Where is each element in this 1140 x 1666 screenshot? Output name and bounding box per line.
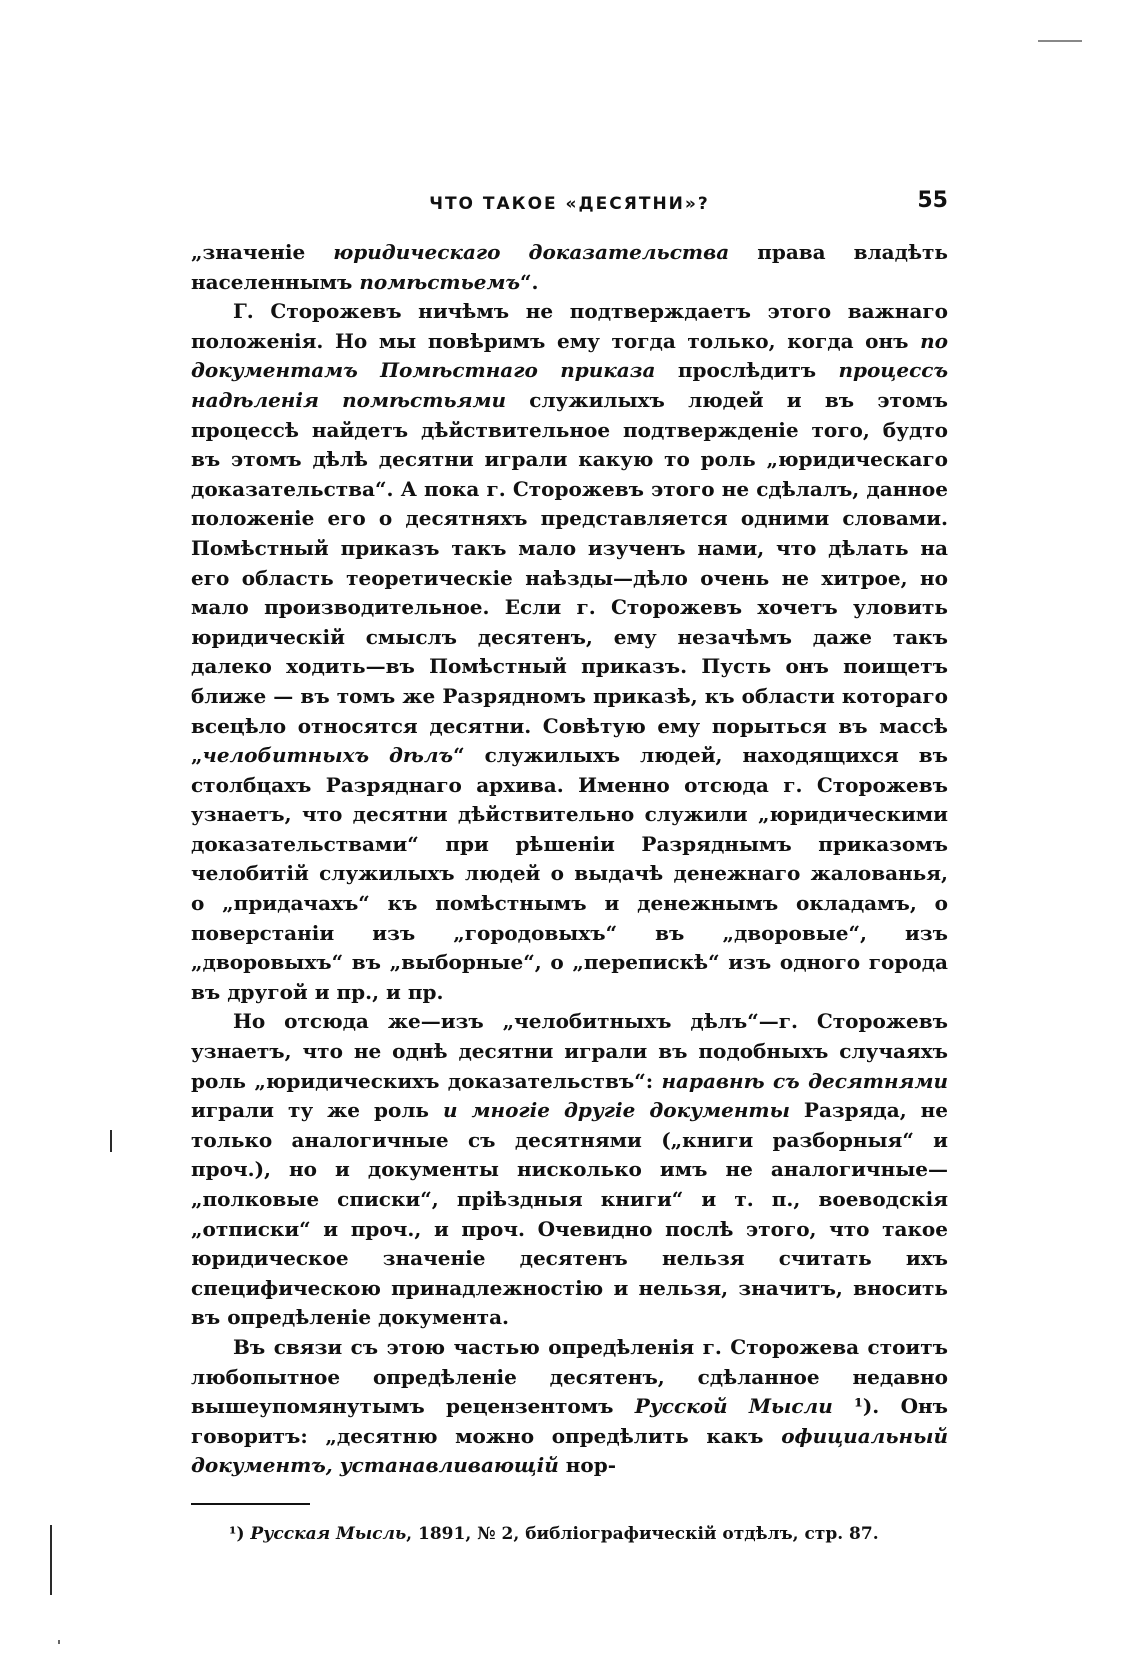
running-title: ЧТО ТАКОЕ «ДЕСЯТНИ»?: [429, 194, 710, 214]
italic-text: и многіе другіе документы: [442, 1098, 790, 1123]
footnote-divider: [191, 1503, 310, 1505]
paragraph: [191, 238, 948, 297]
footnote: [191, 1523, 948, 1545]
text-run: Разряда, не только аналогичные съ десятнями („книги разборныя“ и проч.), но и документы нисколько имъ не аналогичные—„полковые списки“, пріѣздныя книги“ и т. п., воеводскія „отписки“ и проч., и проч. Очевидно послѣ этого, что такое юридическое значеніе десятенъ нельзя считать ихъ специфическою принадлежностію и нельзя, значитъ, вносить въ опредѣленіе документа.: [191, 1098, 949, 1330]
italic-text: Русской Мысли: [634, 1394, 833, 1419]
paragraph: [191, 1333, 948, 1481]
italic-text: челобитныхъ дѣлъ: [202, 743, 454, 768]
page-header: [191, 188, 948, 218]
body-text: [191, 238, 948, 1481]
text-run: „значеніе: [191, 240, 334, 264]
paragraph: [191, 297, 948, 1007]
italic-text: наравнѣ съ десятнями: [661, 1068, 949, 1093]
text-run: “.: [520, 269, 539, 294]
text-run: права владѣть населеннымъ: [191, 240, 948, 294]
text-run: Но отсюда же—изъ „челобитныхъ дѣлъ“—г. Сторожевъ узнаетъ, что не однѣ десятни играли въ подобныхъ случаяхъ роль „юридическихъ доказательствъ“:: [191, 1009, 948, 1093]
scan-mark: [110, 1130, 112, 1152]
italic-text: по документамъ Помѣстнаго приказа: [191, 328, 948, 383]
italic-text: Русская Мысль: [250, 1523, 407, 1544]
italic-text: помѣстьемъ: [359, 269, 521, 294]
text-run: ¹). Онъ говоритъ: „десятню можно опредѣлить какъ: [191, 1394, 948, 1448]
page-number: 55: [917, 188, 948, 213]
text-run: нор-: [558, 1453, 616, 1478]
text-run: прослѣдитъ: [655, 358, 839, 383]
text-run: служилыхъ людей и въ этомъ процессѣ найдетъ дѣйствительное подтвержденіе того, будто въ этомъ дѣлѣ десятни играли какую то роль „юридическаго доказательства“. А пока г. Сторожевъ этого не сдѣлалъ, данное положеніе его о десятняхъ представляется одними словами. Помѣстный приказъ такъ мало изученъ нами, что дѣлать на его область теоретическіе наѣзды—дѣло очень не хитрое, но мало производительное. Если г. Сторожевъ хочетъ уловить юридическій смыслъ десятенъ, ему незачѣмъ даже такъ далеко ходить—въ Помѣстный приказъ. Пусть онъ поищетъ ближе — въ томъ же Разрядномъ приказѣ, къ области котораго всецѣло относятся десятни. Совѣтую ему порыться въ массѣ „: [191, 387, 948, 768]
italic-text: процессъ надѣленія помѣстьями: [191, 358, 948, 412]
text-run: Г. Сторожевъ ничѣмъ не подтверждаетъ этого важнаго положенія. Но мы повѣримъ ему тогда только, когда онъ: [191, 299, 948, 353]
scan-mark: [58, 1640, 60, 1644]
text-run: , 1891, № 2, библіографическій отдѣлъ, стр. 87.: [406, 1523, 879, 1544]
text-run: “ служилыхъ людей, находящихся въ столбцахъ Разряднаго архива. Именно отсюда г. Сторожевъ узнаетъ, что десятни дѣйствительно служили „юридическими доказательствами“ при рѣшеніи Разряднымъ приказомъ челобитій служилыхъ людей о выдачѣ денежнаго жалованья, о „придачахъ“ къ помѣстнымъ и денежнымъ окладамъ, о поверстаніи изъ „городовыхъ“ въ „дворовые“, изъ „дворовыхъ“ въ „выборные“, о „перепискѣ“ изъ одного города въ другой и пр., и пр.: [191, 743, 948, 1004]
italic-text: официальный документъ, устанавливающій: [191, 1423, 948, 1478]
text-run: играли ту же роль: [191, 1098, 443, 1123]
paragraph: [191, 1007, 948, 1333]
text-run: Въ связи съ этою частью опредѣленія г. Сторожева стоитъ любопытное опредѣленіе десятенъ, сдѣланное недавно вышеупомянутымъ рецензентомъ: [191, 1334, 948, 1419]
italic-text: юридическаго доказательства: [333, 240, 730, 264]
book-page: [191, 188, 948, 1545]
text-run: ¹): [229, 1523, 251, 1544]
scan-mark: [50, 1525, 52, 1595]
scan-edge-line: [1038, 40, 1082, 42]
